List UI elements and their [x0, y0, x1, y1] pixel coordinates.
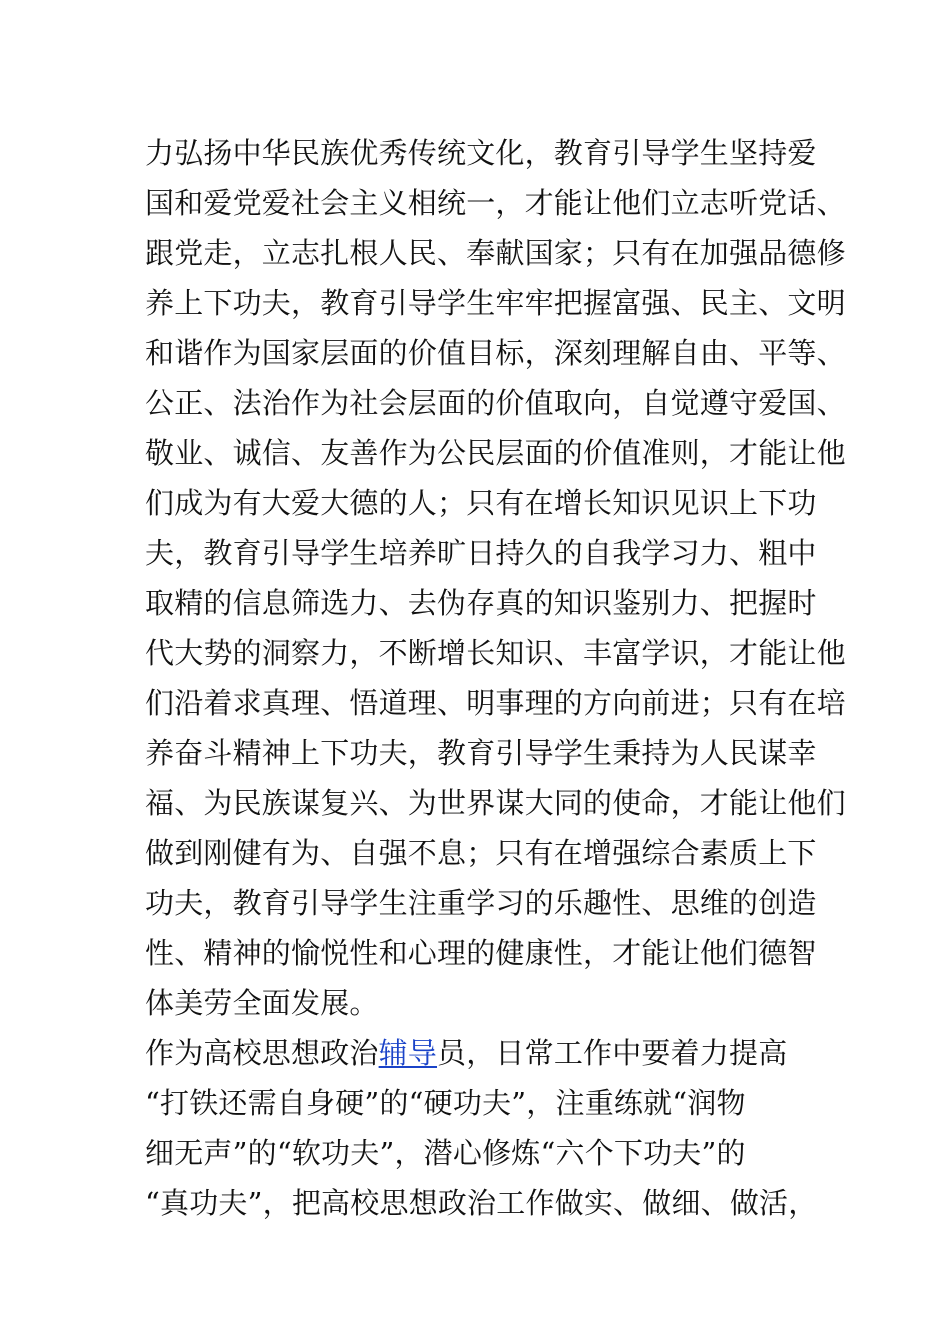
paragraph-1	[145, 128, 845, 1028]
text-line: 代大势的洞察力，不断增长知识、丰富学识，才能让他	[145, 636, 846, 670]
text-line: 跟党走，立志扎根人民、奉献国家；只有在加强品德修	[145, 236, 846, 270]
text-line: 国和爱党爱社会主义相统一，才能让他们立志听党话、	[145, 186, 846, 220]
text-line: 做到刚健有为、自强不息；只有在增强综合素质上下	[145, 836, 817, 870]
text-line: 力弘扬中华民族优秀传统文化，教育引导学生坚持爱	[145, 136, 817, 170]
text-segment: 员，日常工作中要着力提高	[437, 1036, 788, 1070]
text-line: 细无声”的“软功夫”，潜心修炼“六个下功夫”的	[145, 1136, 746, 1170]
counselor-link[interactable]: 辅导	[378, 1036, 438, 1070]
text-line: 夫，教育引导学生培养旷日持久的自我学习力、粗中	[145, 536, 817, 570]
text-line: 敬业、诚信、友善作为公民层面的价值准则，才能让他	[145, 436, 846, 470]
text-line: 养奋斗精神上下功夫，教育引导学生秉持为人民谋幸	[145, 736, 817, 770]
text-line: 性、精神的愉悦性和心理的健康性，才能让他们德智	[145, 936, 817, 970]
text-line: “真功夫”，把高校思想政治工作做实、做细、做活，	[145, 1186, 818, 1220]
text-line: 功夫，教育引导学生注重学习的乐趣性、思维的创造	[145, 886, 817, 920]
text-line: 福、为民族谋复兴、为世界谋大同的使命，才能让他们	[145, 786, 846, 820]
text-segment: 作为高校思想政治	[145, 1036, 379, 1070]
paragraph-2	[145, 1028, 845, 1228]
text-line: 们成为有大爱大德的人；只有在增长知识见识上下功	[145, 486, 817, 520]
text-line: 体美劳全面发展。	[145, 986, 379, 1020]
text-line: 和谐作为国家层面的价值目标，深刻理解自由、平等、	[145, 336, 846, 370]
document-body	[145, 128, 845, 1228]
text-line: 取精的信息筛选力、去伪存真的知识鉴别力、把握时	[145, 586, 817, 620]
text-line	[145, 1028, 845, 1078]
text-line: 们沿着求真理、悟道理、明事理的方向前进；只有在培	[145, 686, 846, 720]
text-line: 公正、法治作为社会层面的价值取向，自觉遵守爱国、	[145, 386, 846, 420]
text-line: “打铁还需自身硬”的“硬功夫”，注重练就“润物	[145, 1086, 746, 1120]
text-line: 养上下功夫，教育引导学生牢牢把握富强、民主、文明	[145, 286, 846, 320]
